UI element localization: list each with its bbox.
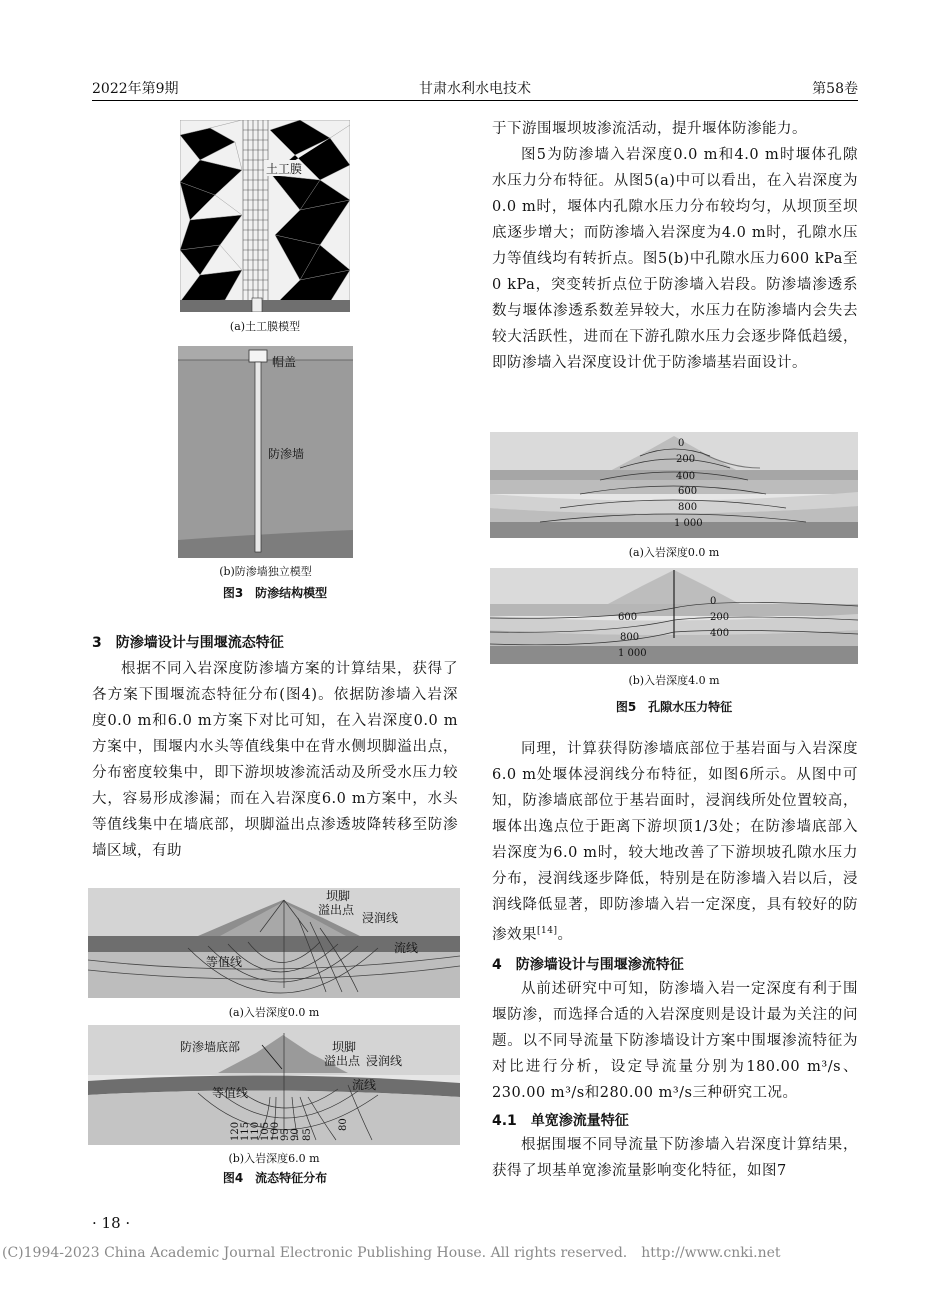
fig5b-values-value: 200 xyxy=(710,612,730,623)
copyright-notice: (C)1994-2023 China Academic Journal Electronic Publishing House. All rights reserved. http://www.cnki.net xyxy=(2,1245,781,1261)
journal-issue: 2022年第9期 xyxy=(92,81,179,97)
fig4b-nums-value: 115 xyxy=(240,1121,251,1141)
fig4b-toe-label: 坝脚 xyxy=(332,1040,357,1054)
fig3a-caption: (a)土工膜模型 xyxy=(229,320,301,333)
section3-paragraph: 根据不同入岩深度防渗墙方案的计算结果，获得了各方案下围堰流态特征分布(图4)。依据防渗墙入岩深度0.0 m和6.0 m方案下对比可知，在入岩深度0.0 m方案中，围堰内水头等值线集中在背水侧坝脚溢出点，分布密度较集中，即下游坝坡渗流活动及所受水压力较大，容易形成渗漏；而在入岩深度6.0 m方案中，水头等值线集中在墙底部，坝脚溢出点渗透坡降转移至防渗墙区域，有助 xyxy=(92,661,458,859)
journal-title: 甘肃水利水电技术 xyxy=(419,81,531,97)
phreatic-text: 同理，计算获得防渗墙底部位于基岩面与入岩深度6.0 m处堰体浸润线分布特征，如图6所示。从图中可知，防渗墙底部位于基岩面时，浸润线所处位置较高，堰体出逸点位于距离下游坝顶1/3处；在防渗墙底部入岩深度为6.0 m时，较大地改善了下游坝坡孔隙水压力分布，浸润线逐步降低，特别是在防渗墙入岩以后，浸润线降低显著，即防渗墙入岩一定深度，具有较好的防渗效果 xyxy=(492,741,858,943)
fig4a-exit-label: 溢出点 xyxy=(318,903,355,917)
fig5a-pore-pressure xyxy=(490,432,858,538)
fig5a-values-value: 600 xyxy=(678,486,698,497)
fig5-caption: 图5 孔隙水压力特征 xyxy=(615,700,733,714)
cutoff-wall-label: 防渗墙 xyxy=(268,447,305,461)
reference-14[interactable]: [14] xyxy=(537,926,558,936)
fig4b-flow-field xyxy=(88,1025,460,1145)
phreatic-line-paragraph xyxy=(492,736,858,948)
fig4b-nums-value: 95 xyxy=(280,1128,291,1141)
section4-title: 4 防渗墙设计与围堰渗流特征 xyxy=(492,957,684,973)
section3-title: 3 防渗墙设计与围堰流态特征 xyxy=(92,635,284,651)
fig5-discussion-paragraph: 图5为防渗墙入岩深度0.0 m和4.0 m时堰体孔隙水压力分布特征。从图5(a)中可以看出，在入岩深度为0.0 m时，堰体内孔隙水压力分布较均匀，从坝顶至坝底逐步增大；而防渗墙入岩深度为4.0 m时，孔隙水压力等值线均有转折点。图5(b)中孔隙水压力600 kPa至0 kPa，突变转折点位于防渗墙入岩段。防渗墙渗透系数与堰体渗透系数差异较大，水压力在防渗墙内会失去较大活跃性，进而在下游孔隙水压力会逐步降低趋缓，即防渗墙入岩深度设计优于防渗墙基岩面设计。 xyxy=(492,147,858,371)
section4-1-title: 4.1 单宽渗流量特征 xyxy=(492,1113,629,1129)
right-continuation: 于下游围堰坝坡渗流活动，提升堰体防渗能力。 xyxy=(492,121,807,137)
fig5a-values-value: 0 xyxy=(678,438,685,449)
fig4b-streamline-label: 流线 xyxy=(352,1078,377,1092)
header-rule xyxy=(92,100,858,101)
fig5b-values-value: 800 xyxy=(620,632,640,643)
fig3b-caption: (b)防渗墙独立模型 xyxy=(219,565,312,578)
cap-label: 帽盖 xyxy=(272,355,297,369)
geomembrane-label: 土工膜 xyxy=(266,162,303,176)
fig4a-caption: (a)入岩深度0.0 m xyxy=(228,1006,320,1019)
fig5b-values-value: 1 000 xyxy=(618,648,647,659)
fig4b-exit-label: 溢出点 xyxy=(324,1054,361,1068)
fig4a-toe-label: 坝脚 xyxy=(326,889,351,903)
fig5a-values-value: 200 xyxy=(676,454,696,465)
section4-paragraph: 从前述研究中可知，防渗墙入岩一定深度有利于围堰防渗，而选择合适的入岩深度则是设计最为关注的问题。以不同导流量下防渗墙设计方案中围堰渗流特征为对比进行分析，设定导流量分别为180.00 m³/s、230.00 m³/s和280.00 m³/s三种研究工况。 xyxy=(492,981,858,1101)
fig4b-caption: (b)入岩深度6.0 m xyxy=(228,1152,320,1165)
fig5a-values-value: 1 000 xyxy=(674,518,703,529)
fig4b-nums-value: 105 xyxy=(260,1121,271,1141)
fig5b-values-value: 0 xyxy=(710,596,717,607)
page-number: · 18 · xyxy=(92,1214,131,1232)
period: 。 xyxy=(557,926,573,943)
fig4b-nums-value: 120 xyxy=(230,1121,241,1141)
fig4b-phreatic-label: 浸润线 xyxy=(366,1054,403,1068)
fig3-caption: 图3 防渗结构模型 xyxy=(222,586,328,600)
fig5b-values-value: 400 xyxy=(710,628,730,639)
fig5a-values-value: 800 xyxy=(678,502,698,513)
fig5b-pore-pressure xyxy=(490,568,858,664)
fig4-caption: 图4 流态特征分布 xyxy=(222,1171,328,1185)
fig5a-values-value: 400 xyxy=(676,471,696,482)
fig5b-caption: (b)入岩深度4.0 m xyxy=(628,674,720,687)
journal-volume: 第58卷 xyxy=(812,81,858,97)
fig4b-contour-label: 等值线 xyxy=(212,1086,249,1100)
fig5a-caption: (a)入岩深度0.0 m xyxy=(628,546,720,559)
fig4a-contour-label: 等值线 xyxy=(206,955,243,969)
fig4a-streamline-label: 流线 xyxy=(394,941,419,955)
fig5b-values-value: 600 xyxy=(618,612,638,623)
fig4b-wall-bottom-label: 防渗墙底部 xyxy=(180,1040,241,1054)
fig4b-nums-value: 85 xyxy=(302,1128,313,1141)
fig4b-nums-value: 110 xyxy=(250,1121,261,1141)
fig3a-geomembrane-mesh xyxy=(180,120,350,312)
fig4a-flow-field xyxy=(88,888,460,998)
fig4a-phreatic-label: 浸润线 xyxy=(362,911,399,925)
fig3b-wall-model xyxy=(178,346,353,558)
fig4b-nums-value: 80 xyxy=(338,1118,349,1131)
section4-1-paragraph: 根据围堰不同导流量下防渗墙入岩深度计算结果，获得了坝基单宽渗流量影响变化特征，如图7 xyxy=(492,1137,858,1179)
fig4b-nums-value: 90 xyxy=(290,1128,301,1141)
fig4b-nums-value: 100 xyxy=(270,1121,281,1141)
